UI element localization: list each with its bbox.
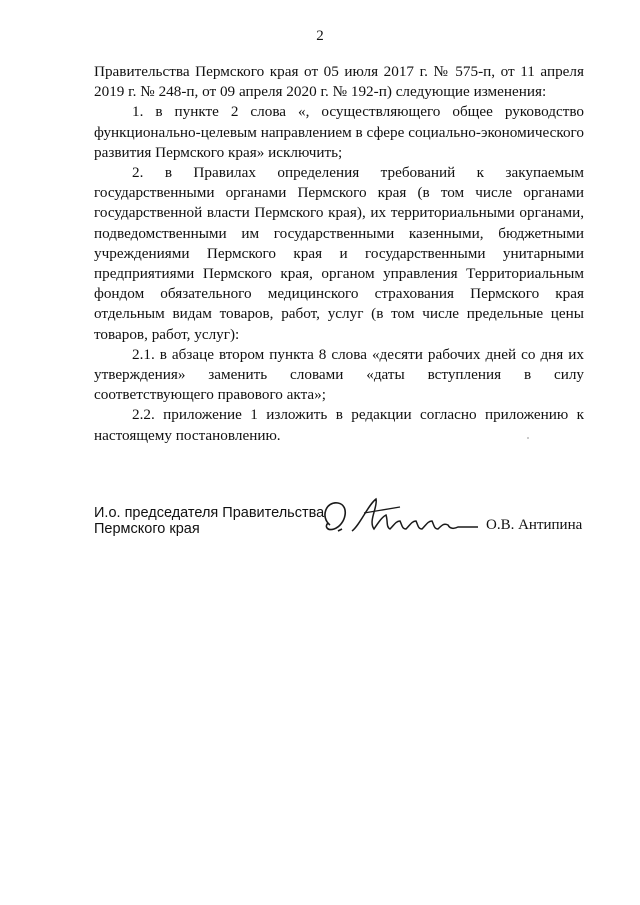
paragraph-intro: Правительства Пермского края от 05 июля 2017 г. № 575-п, от 11 апреля 2019 г. № 248-п, от 09 апреля 2020 г. № 192-п) следующие изменения: <box>94 63 584 101</box>
signatory-title-line-1: И.о. председателя Правительства <box>94 505 325 521</box>
signatory-title-line-2: Пермского края <box>94 521 200 537</box>
page-number: 2 <box>316 28 324 44</box>
handwritten-signature <box>316 495 486 543</box>
signatory-title <box>94 505 324 537</box>
signatory-name: О.В. Антипина <box>486 517 583 533</box>
paragraph-item-1: 1. в пункте 2 слова «, осуществляющего общее руководство функционально-целевым направлением в сфере социально-экономического развития Пермского края» исключить; <box>94 103 584 161</box>
paragraph-item-2: 2. в Правилах определения требований к закупаемым государственными органами Пермского края (в том числе органами государственной власти Пермского края), их территориальными органами, подведомственными им государственными казенными, бюджетными учреждениями Пермского края и государственными унитарными предприятиями Пермского края, органом управления Территориальным фондом обязательного медицинского страхования Пермского края отдельным видам товаров, работ, услуг (в том числе предельные цены товаров, работ, услуг): <box>94 164 584 343</box>
document-body <box>94 62 584 446</box>
paragraph-item-2-2: 2.2. приложение 1 изложить в редакции согласно приложению к настоящему постановлению. <box>94 406 584 444</box>
signature-block <box>94 505 594 545</box>
scan-speck <box>527 437 529 439</box>
paragraph-item-2-1: 2.1. в абзаце втором пункта 8 слова «десяти рабочих дней со дня их утверждения» заменить словами «даты вступления в силу соответствующего правового акта»; <box>94 345 584 404</box>
